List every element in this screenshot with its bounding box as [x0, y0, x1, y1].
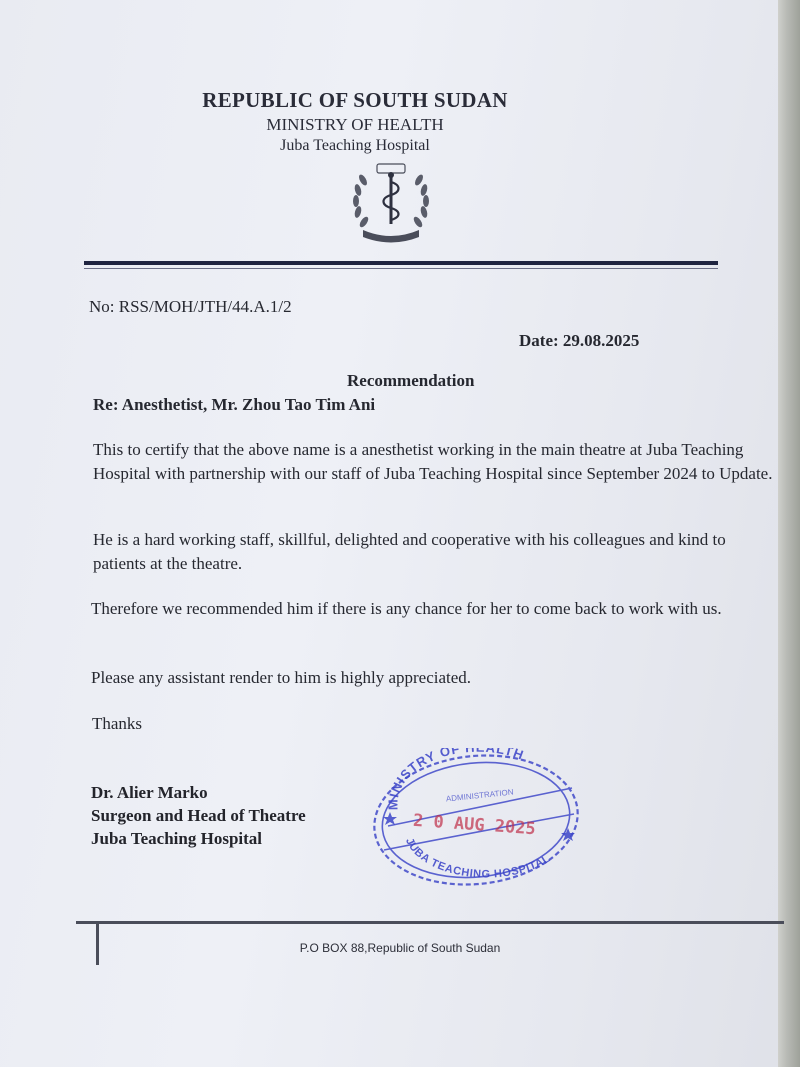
emblem-top-text	[433, 160, 434, 161]
letter-date: Date: 29.08.2025	[519, 331, 640, 350]
paragraph-appreciation: Please any assistant render to him is highly appreciated.	[91, 668, 472, 687]
header-hospital: Juba Teaching Hospital	[280, 137, 430, 154]
stamp-inner-text: ADMINISTRATION	[445, 787, 514, 804]
header-republic: REPUBLIC OF SOUTH SUDAN	[202, 88, 508, 112]
re-line: Re: Anesthetist, Mr. Zhou Tao Tim Ani	[93, 395, 376, 414]
stamp-date: 2 0 AUG 2025	[412, 810, 537, 840]
header-divider-thin	[84, 268, 718, 269]
paragraph-character: He is a hard working staff, skillful, delighted and cooperative with his colleagues and kind to patients at the theatre.	[93, 530, 726, 573]
stamp-star-right-icon	[561, 828, 575, 841]
official-stamp	[368, 748, 584, 890]
paragraph-certification: This to certify that the above name is a anesthetist working in the main theatre at Juba Teaching Hospital with partnership with our staff of Juba Teaching Hospital since September 2024 to Update.	[93, 440, 773, 483]
emblem-bottom-text	[433, 160, 434, 161]
signatory-name: Dr. Alier Marko	[91, 783, 208, 802]
stamp-bottom-text: JUBA TEACHING HOSPITAL	[403, 836, 553, 881]
header-divider	[84, 261, 718, 265]
footer-address: P.O BOX 88,Republic of South Sudan	[299, 941, 501, 955]
signatory-title: Surgeon and Head of Theatre	[91, 806, 306, 825]
reference-number: No: RSS/MOH/JTH/44.A.1/2	[89, 297, 292, 316]
ministry-emblem-icon	[349, 160, 433, 244]
paragraph-recommendation: Therefore we recommended him if there is any chance for her to come back to work with us.	[91, 599, 722, 618]
closing-thanks: Thanks	[92, 714, 143, 733]
stamp-top-text: MINISTRY OF LTH	[385, 748, 527, 811]
letter-subject: Recommendation	[347, 371, 475, 390]
footer-divider	[76, 921, 784, 924]
signatory-institution: Juba Teaching Hospital	[91, 829, 263, 848]
svg-text:JUBA TEACHING HOSPITAL	[403, 836, 552, 880]
header-ministry: MINISTRY OF HEALTH	[266, 115, 444, 134]
paper-edge-background	[778, 0, 800, 1067]
